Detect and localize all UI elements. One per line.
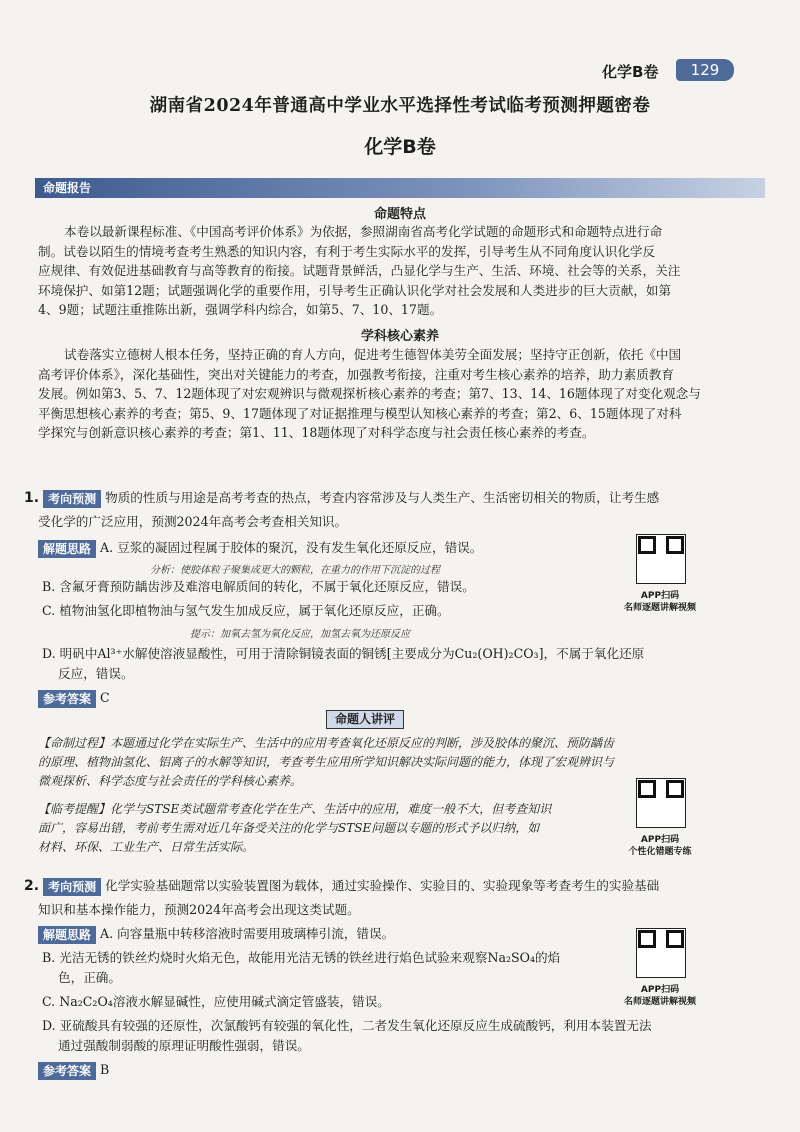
text-line: 环境保护、如第12题；试题强调化学的重要作用，引导考生正确认识化学对社会发展和人类进步的巨大贡献，如第 [38, 282, 672, 298]
text-line: 试卷落实立德树人根本任务，坚持正确的育人方向，促进考生德智体美劳全面发展；坚持守正创新，依托《中国 [64, 347, 682, 362]
qr-caption [605, 590, 715, 614]
answer-tag: 参考答案 [38, 690, 96, 708]
section-heading: 学科核心素养 [360, 329, 439, 344]
report-paragraph-1 [38, 222, 764, 320]
answer-value: B [100, 1062, 110, 1077]
answer-tag: 参考答案 [38, 1062, 96, 1080]
text-line: 学探究与创新意识核心素养的考查；第1、11、18题体现了对科学态度与社会责任核心素养的考查。 [38, 425, 595, 441]
text-line: 色，正确。 [58, 970, 121, 985]
qr-caption-line: APP扫码 [640, 985, 680, 995]
page-header-tag [580, 59, 745, 83]
text-line: 平衡思想核心素养的考查；第5、9、17题体现了对证据推理与模型认知核心素养的考查；第2、6、15题体现了对科 [38, 405, 682, 421]
text-line: 【命制过程】本题通过化学在实际生产、生活中的应用考查氧化还原反应的判断，涉及胶体的聚沉、预防龋齿 [38, 736, 615, 750]
qr-code[interactable] [636, 778, 686, 828]
question-number: 1. [24, 490, 40, 506]
qr-code[interactable] [636, 534, 686, 584]
question-2-intro [24, 876, 764, 896]
q1-option-a [38, 538, 638, 558]
answer-value: C [100, 690, 110, 705]
text-line: 知识和基本操作能力，预测2024年高考会出现这类试题。 [38, 902, 360, 917]
question-1-intro [24, 488, 764, 508]
comment-heading: 命题人讲评 [326, 710, 404, 729]
forecast-tag: 考向预测 [43, 490, 101, 508]
handwritten-note: 分析：使胶体粒子聚集成更大的颗粒，在重力的作用下沉淀的过程 [150, 565, 440, 576]
page-number: 129 [676, 59, 734, 81]
qr-caption-line: 名师逐题讲解视频 [623, 997, 696, 1007]
q2-option-c: C. Na₂C₂O₄溶液水解显碱性，应使用碱式滴定管盛装，错误。 [42, 994, 390, 1009]
answer-row [38, 688, 110, 708]
qr-caption-line: APP扫码 [640, 835, 680, 845]
text-line: 应规律、有效促进基础教育与高等教育的衔接。试题背景鲜活，凸显化学与生产、生活、环境、社会等的关系，关注 [38, 263, 681, 279]
report-paragraph-2 [38, 345, 764, 443]
q1-option-b: B. 含氟牙膏预防龋齿涉及难溶电解质间的转化，不属于氧化还原反应，错误。 [42, 579, 475, 594]
qr-code[interactable] [636, 928, 686, 978]
text-line: A. 豆浆的凝固过程属于胶体的聚沉，没有发生氧化还原反应，错误。 [100, 540, 483, 555]
section-bar [35, 178, 765, 198]
solution-tag: 解题思路 [38, 926, 96, 944]
text-line: 的原理、植物油氢化、铝离子的水解等知识，考查考生应用所学知识解决实际问题的能力，体现了宏观辨识与 [38, 755, 615, 769]
text-line: 反应，错误。 [58, 666, 134, 681]
text-line: 面广，容易出错，考前考生需对近几年备受关注的化学与STSE问题以专题的形式予以归纳，如 [38, 821, 540, 835]
q2-option-b: B. 光洁无锈的铁丝灼烧时火焰无色，故能用光洁无锈的铁丝进行焰色试验来观察Na₂SO₄的焰 [42, 950, 561, 965]
paper-tag: 化学B卷 [602, 63, 659, 81]
question-number: 2. [24, 878, 40, 894]
text-line: 4、9题；试题注重推陈出新，强调学科内综合，如第5、7、10、17题。 [38, 302, 443, 318]
text-line: 发展。例如第3、5、7、12题体现了对宏观辨识与微观探析核心素养的考查；第7、13、14、16题体现了对变化观念与 [38, 386, 701, 402]
qr-caption [605, 834, 715, 858]
text-line: 化学实验基础题常以实验装置图为载体，通过实验操作、实验目的、实验现象等考查考生的实验基础 [105, 878, 660, 893]
text-line: 通过强酸制弱酸的原理证明酸性强弱，错误。 [58, 1038, 310, 1053]
answer-row [38, 1060, 109, 1080]
qr-caption-line: 名师逐题讲解视频 [623, 603, 696, 613]
qr-caption-line: 个性化错题专练 [628, 847, 692, 857]
handwritten-note: 提示：加氧去氢为氧化反应，加氢去氧为还原反应 [190, 629, 410, 640]
text-line: 本卷以最新课程标准、《中国高考评价体系》为依据，参照湖南省高考化学试题的命题形式和命题特点进行命 [64, 224, 663, 239]
q2-option-d: D. 亚硫酸具有较强的还原性，次氯酸钙有较强的氧化性，二者发生氧化还原反应生成硫酸钙，利用本装置无法 [42, 1018, 652, 1033]
text-line: 【临考提醒】化学与STSE类试题常考查化学在生产、生活中的应用，难度一般不大，但考查知识 [38, 802, 552, 816]
forecast-tag: 考向预测 [43, 878, 101, 896]
q1-option-d: D. 明矾中Al³⁺水解使溶液显酸性，可用于清除铜镜表面的铜锈[主要成分为Cu₂(OH)₂CO₃]，不属于氧化还原 [42, 646, 645, 661]
comment-reminder [38, 800, 628, 857]
text-line: 高考评价体系》，深化基础性，突出对关键能力的考查，加强教考衔接，注重对考生核心素养的培养，助力素质教育 [38, 366, 674, 382]
section-heading: 命题特点 [373, 207, 426, 222]
q1-option-c: C. 植物油氢化即植物油与氢气发生加成反应，属于氧化还原反应，正确。 [42, 603, 450, 618]
page-subtitle: 化学B卷 [364, 136, 436, 158]
text-line: 物质的性质与用途是高考考查的热点，考查内容常涉及与人类生产、生活密切相关的物质，让考生感 [105, 490, 660, 505]
text-line: 微观探析、科学态度与社会责任的学科核心素养。 [38, 774, 303, 788]
qr-caption-line: APP扫码 [640, 591, 680, 601]
text-line: 制。试卷以陌生的情境考查考生熟悉的知识内容，有利于考生实际水平的发挥，引导考生从不同角度认识化学反 [38, 243, 656, 259]
page-title: 湖南省2024年普通高中学业水平选择性考试临考预测押题密卷 [149, 96, 651, 116]
text-line: A. 向容量瓶中转移溶液时需要用玻璃棒引流，错误。 [100, 926, 395, 941]
section-bar-label: 命题报告 [43, 181, 92, 195]
solution-tag: 解题思路 [38, 540, 96, 558]
text-line: 材料、环保、工业生产、日常生活实际。 [38, 840, 255, 854]
text-line: 受化学的广泛应用，预测2024年高考会考查相关知识。 [38, 514, 348, 529]
q2-option-a [38, 924, 628, 944]
qr-caption [605, 984, 715, 1008]
